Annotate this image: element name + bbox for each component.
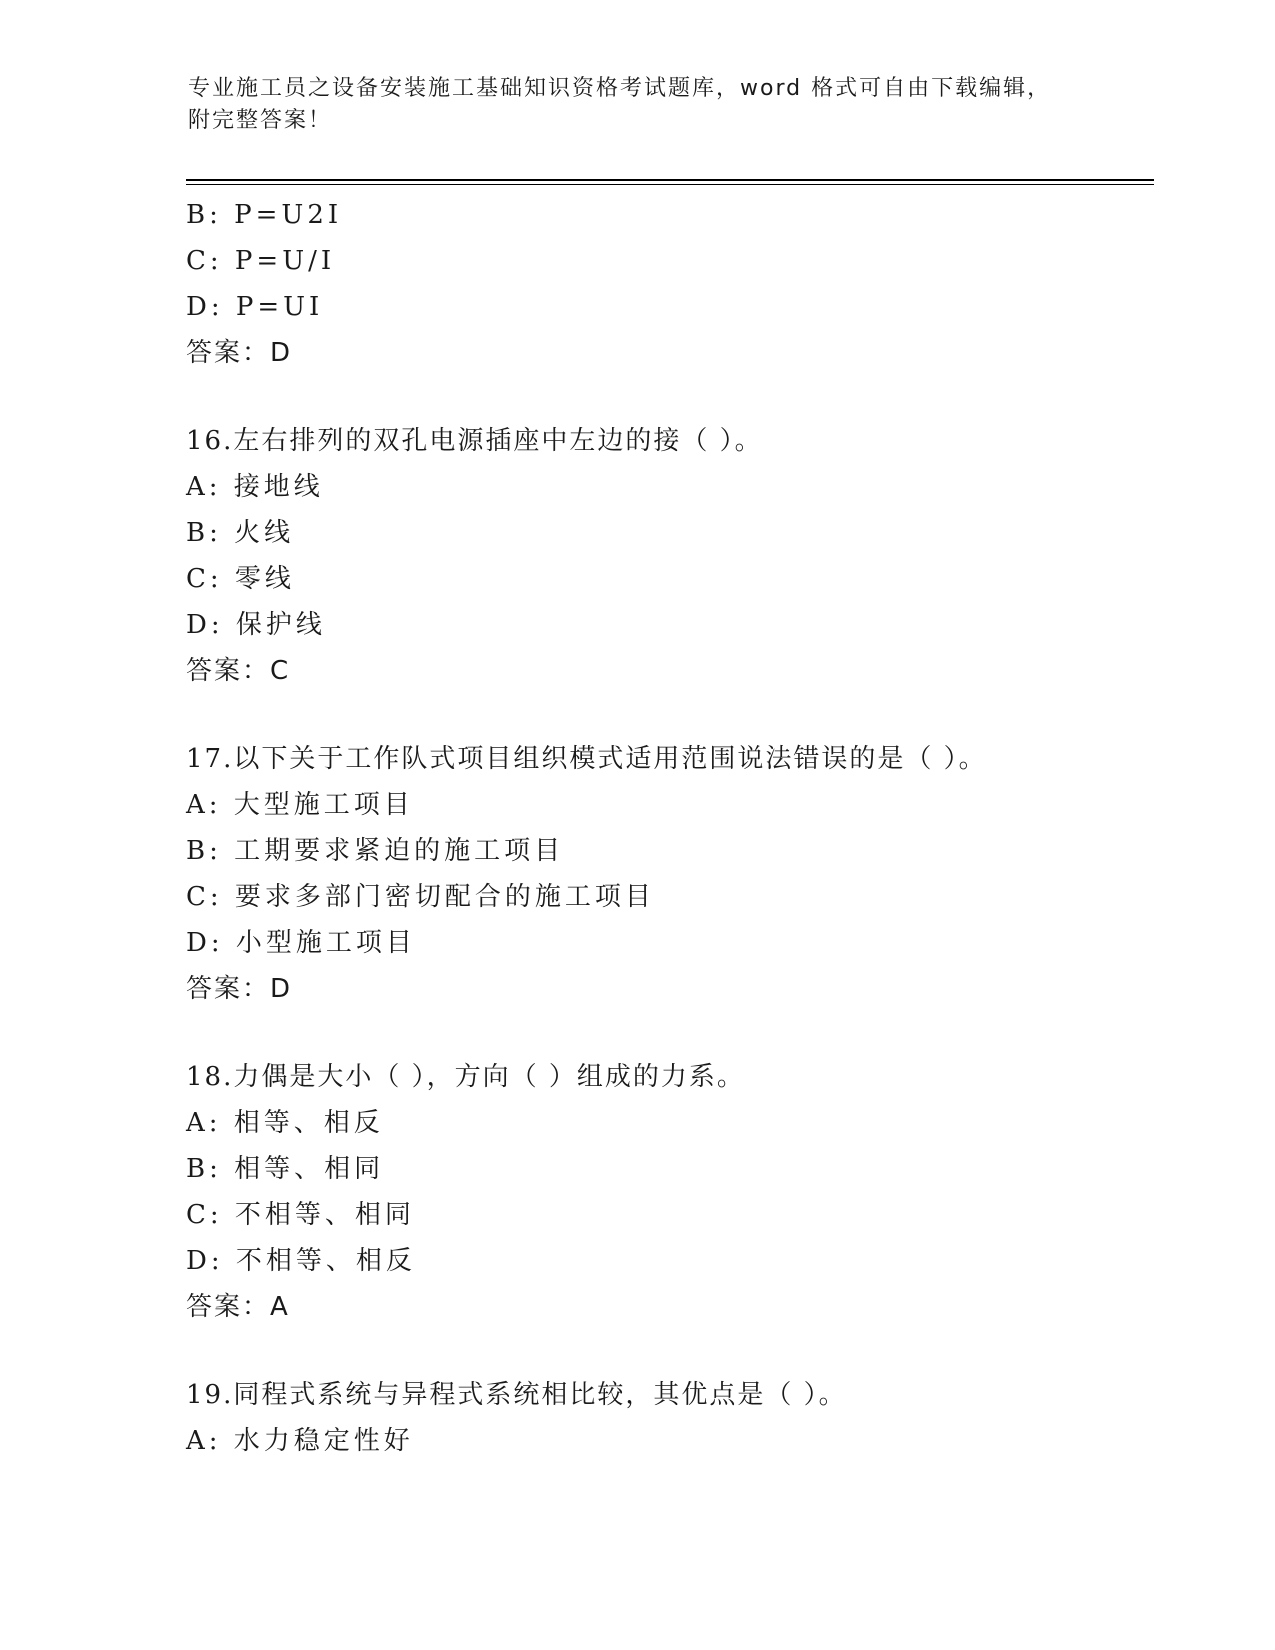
- option-b: B: 工期要求紧迫的施工项目: [186, 836, 565, 866]
- question-16: [186, 418, 1146, 694]
- document-header: [188, 73, 1088, 137]
- question-stem: 17.以下关于工作队式项目组织模式适用范围说法错误的是（ ）。: [186, 744, 987, 774]
- question-stem: 16.左右排列的双孔电源插座中左边的接（ ）。: [186, 426, 763, 456]
- header-title-line-2: 附完整答案！: [188, 108, 333, 133]
- header-rule-thin: [186, 184, 1154, 185]
- option-a: A: 接地线: [186, 472, 324, 502]
- option-b: B: 火线: [186, 518, 295, 548]
- question-stem: 18.力偶是大小（ ），方向（ ）组成的力系。: [186, 1062, 745, 1092]
- option-c: C: 要求多部门密切配合的施工项目: [186, 882, 655, 912]
- header-rule-thick: [186, 179, 1154, 181]
- question-17: [186, 736, 1146, 1012]
- spacer: [186, 694, 1146, 736]
- answer-label: 答案：A: [186, 1292, 290, 1322]
- option-a: A: 相等、相反: [186, 1108, 384, 1138]
- answer-label: 答案：D: [186, 338, 293, 368]
- option-b: B: 相等、相同: [186, 1154, 385, 1184]
- spacer: [186, 1330, 1146, 1372]
- option-d: D: 保护线: [186, 610, 326, 640]
- answer-label: 答案：C: [186, 656, 291, 686]
- question-list: [186, 192, 1146, 1464]
- option-a: A: 水力稳定性好: [186, 1426, 414, 1456]
- spacer: [186, 1012, 1146, 1054]
- option-c: C: 零线: [186, 564, 295, 594]
- question-19: [186, 1372, 1146, 1464]
- header-title-line-1: 专业施工员之设备安装施工基础知识资格考试题库，word 格式可自由下载编辑，: [188, 76, 1052, 101]
- answer-label: 答案：D: [186, 974, 293, 1004]
- question-18: [186, 1054, 1146, 1330]
- option-d: D: 不相等、相反: [186, 1246, 416, 1276]
- option-c: C: 不相等、相同: [186, 1200, 415, 1230]
- option-c: C: P=U/I: [186, 246, 336, 276]
- option-d: D: 小型施工项目: [186, 928, 416, 958]
- spacer: [186, 376, 1146, 418]
- option-d: D: P=UI: [186, 292, 324, 322]
- question-15-continuation: [186, 192, 1146, 376]
- option-a: A: 大型施工项目: [186, 790, 414, 820]
- option-b: B: P=U2I: [186, 200, 343, 230]
- question-stem: 19.同程式系统与异程式系统相比较，其优点是（ ）。: [186, 1380, 847, 1410]
